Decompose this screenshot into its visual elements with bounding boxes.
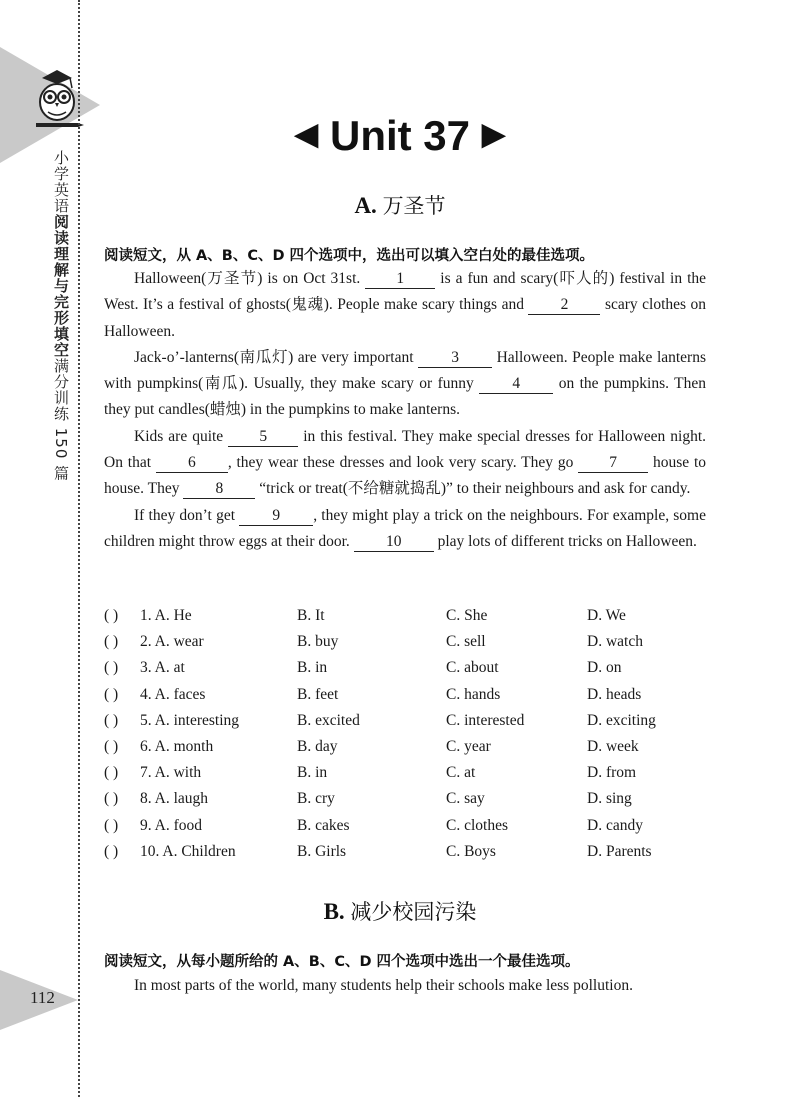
option-d: D. on bbox=[587, 659, 622, 677]
answer-box[interactable]: ( ) bbox=[104, 711, 119, 729]
option-c: C. at bbox=[446, 764, 476, 782]
option-row bbox=[104, 659, 706, 685]
option-a: 9. A. food bbox=[140, 816, 202, 834]
answer-box[interactable]: ( ) bbox=[104, 842, 119, 860]
option-b: B. buy bbox=[297, 633, 339, 651]
paragraph-4: If they don’t get 9 , they might play a trick on the neighbours. For example, some children might throw eggs at their door. 10 play lots of different tricks on Halloween. bbox=[104, 506, 706, 550]
unit-title bbox=[0, 112, 800, 160]
option-c: C. sell bbox=[446, 633, 486, 651]
answer-box[interactable]: ( ) bbox=[104, 607, 119, 624]
blank-3[interactable]: 3 bbox=[418, 349, 492, 368]
blank-1[interactable]: 1 bbox=[365, 270, 435, 289]
option-a: 2. A. wear bbox=[140, 633, 204, 651]
blank-4[interactable]: 4 bbox=[479, 375, 553, 394]
option-c: C. She bbox=[446, 607, 488, 624]
paragraph-2: Jack-o’-lanterns(南瓜灯) are very important 3 Halloween. People make lanterns with pumpkins(南瓜). Usually, they make scary or funny 4 on the pumpkins. Then they put candles(蜡烛) in the pumpkins to make lanterns. bbox=[104, 348, 707, 419]
paragraph-1: Halloween(万圣节) is on Oct 31st. 1 is a fun and scary(吓人的) festival in the West. It’s a festival of ghosts(鬼魂). People make scary things and 2 scary clothes on Halloween. bbox=[104, 270, 707, 340]
option-row bbox=[104, 607, 706, 633]
answer-box[interactable]: ( ) bbox=[104, 659, 119, 677]
page-number: 112 bbox=[30, 988, 55, 1007]
option-a: 8. A. laugh bbox=[140, 790, 209, 808]
blank-9[interactable]: 9 bbox=[239, 507, 313, 526]
option-a: 1. A. He bbox=[140, 607, 192, 624]
option-b: B. Girls bbox=[297, 842, 347, 860]
margin-dotted-line bbox=[78, 0, 80, 1097]
unit-title-text: Unit 37 bbox=[329, 112, 471, 159]
section-a-passage bbox=[104, 266, 706, 555]
answer-box[interactable]: ( ) bbox=[104, 764, 119, 782]
answer-options bbox=[104, 607, 706, 869]
option-a: 4. A. faces bbox=[140, 685, 206, 703]
blank-7[interactable]: 7 bbox=[578, 454, 648, 473]
blank-8[interactable]: 8 bbox=[183, 480, 255, 499]
option-d: D. week bbox=[587, 737, 639, 755]
answer-box[interactable]: ( ) bbox=[104, 685, 119, 703]
option-b: B. feet bbox=[297, 685, 339, 703]
option-d: D. We bbox=[587, 607, 626, 624]
option-b: B. It bbox=[297, 607, 325, 624]
answer-box[interactable]: ( ) bbox=[104, 816, 119, 834]
option-b: B. in bbox=[297, 659, 328, 677]
option-b: B. excited bbox=[297, 711, 360, 729]
option-c: C. clothes bbox=[446, 816, 508, 834]
answer-box[interactable]: ( ) bbox=[104, 737, 119, 755]
section-b-passage bbox=[104, 973, 706, 999]
option-c: C. about bbox=[446, 659, 499, 677]
answer-box[interactable]: ( ) bbox=[104, 790, 119, 808]
option-d: D. watch bbox=[587, 633, 643, 651]
option-a: 3. A. at bbox=[140, 659, 185, 677]
section-b-heading: B. 减少校园污染 bbox=[323, 899, 477, 924]
option-d: D. candy bbox=[587, 816, 643, 834]
section-b-instruction: 阅读短文，从每小题所给的 A、B、C、D 四个选项中选出一个最佳选项。 bbox=[104, 954, 580, 970]
option-b: B. cry bbox=[297, 790, 335, 808]
paragraph-3: Kids are quite 5 in this festival. They make special dresses for Halloween night. On that 6 , they wear these dresses and look very scary. They go 7 house to house. They 8 “trick or treat(不给糖就捣乱)” to their neighbours and ask for candy. bbox=[104, 427, 707, 498]
option-d: D. exciting bbox=[587, 711, 656, 729]
option-c: C. hands bbox=[446, 685, 501, 703]
blank-6[interactable]: 6 bbox=[156, 454, 228, 473]
option-a: 7. A. with bbox=[140, 764, 202, 782]
option-row bbox=[104, 843, 706, 869]
answer-box[interactable]: ( ) bbox=[104, 633, 119, 651]
blank-2[interactable]: 2 bbox=[528, 296, 600, 315]
section-a-heading: A. 万圣节 bbox=[354, 193, 446, 218]
option-row bbox=[104, 686, 706, 712]
option-c: C. year bbox=[446, 737, 491, 755]
option-c: C. interested bbox=[446, 711, 525, 729]
option-row bbox=[104, 712, 706, 738]
right-arrow-icon: ▶ bbox=[482, 118, 506, 151]
option-row bbox=[104, 633, 706, 659]
section-a-instruction: 阅读短文，从 A、B、C、D 四个选项中，选出可以填入空白处的最佳选项。 bbox=[104, 248, 595, 264]
option-c: C. say bbox=[446, 790, 485, 808]
option-row bbox=[104, 738, 706, 764]
option-row bbox=[104, 790, 706, 816]
option-b: B. cakes bbox=[297, 816, 350, 834]
book-series-title: 小学英语阅读理解与完形填空满分训练 150 篇 bbox=[52, 150, 70, 482]
option-b: B. in bbox=[297, 764, 328, 782]
left-arrow-icon: ◀ bbox=[294, 118, 318, 151]
option-b: B. day bbox=[297, 737, 338, 755]
option-c: C. Boys bbox=[446, 842, 496, 860]
option-a: 5. A. interesting bbox=[140, 711, 240, 729]
blank-10[interactable]: 10 bbox=[354, 533, 434, 552]
option-d: D. from bbox=[587, 764, 637, 782]
option-d: D. sing bbox=[587, 790, 632, 808]
option-row bbox=[104, 764, 706, 790]
blank-5[interactable]: 5 bbox=[228, 428, 298, 447]
option-a: 6. A. month bbox=[140, 737, 214, 755]
section-b-paragraph-1: In most parts of the world, many students help their schools make less pollution. bbox=[134, 977, 633, 994]
option-d: D. heads bbox=[587, 685, 642, 703]
option-d: D. Parents bbox=[587, 842, 652, 860]
option-a: 10. A. Children bbox=[140, 842, 236, 860]
option-row bbox=[104, 817, 706, 843]
